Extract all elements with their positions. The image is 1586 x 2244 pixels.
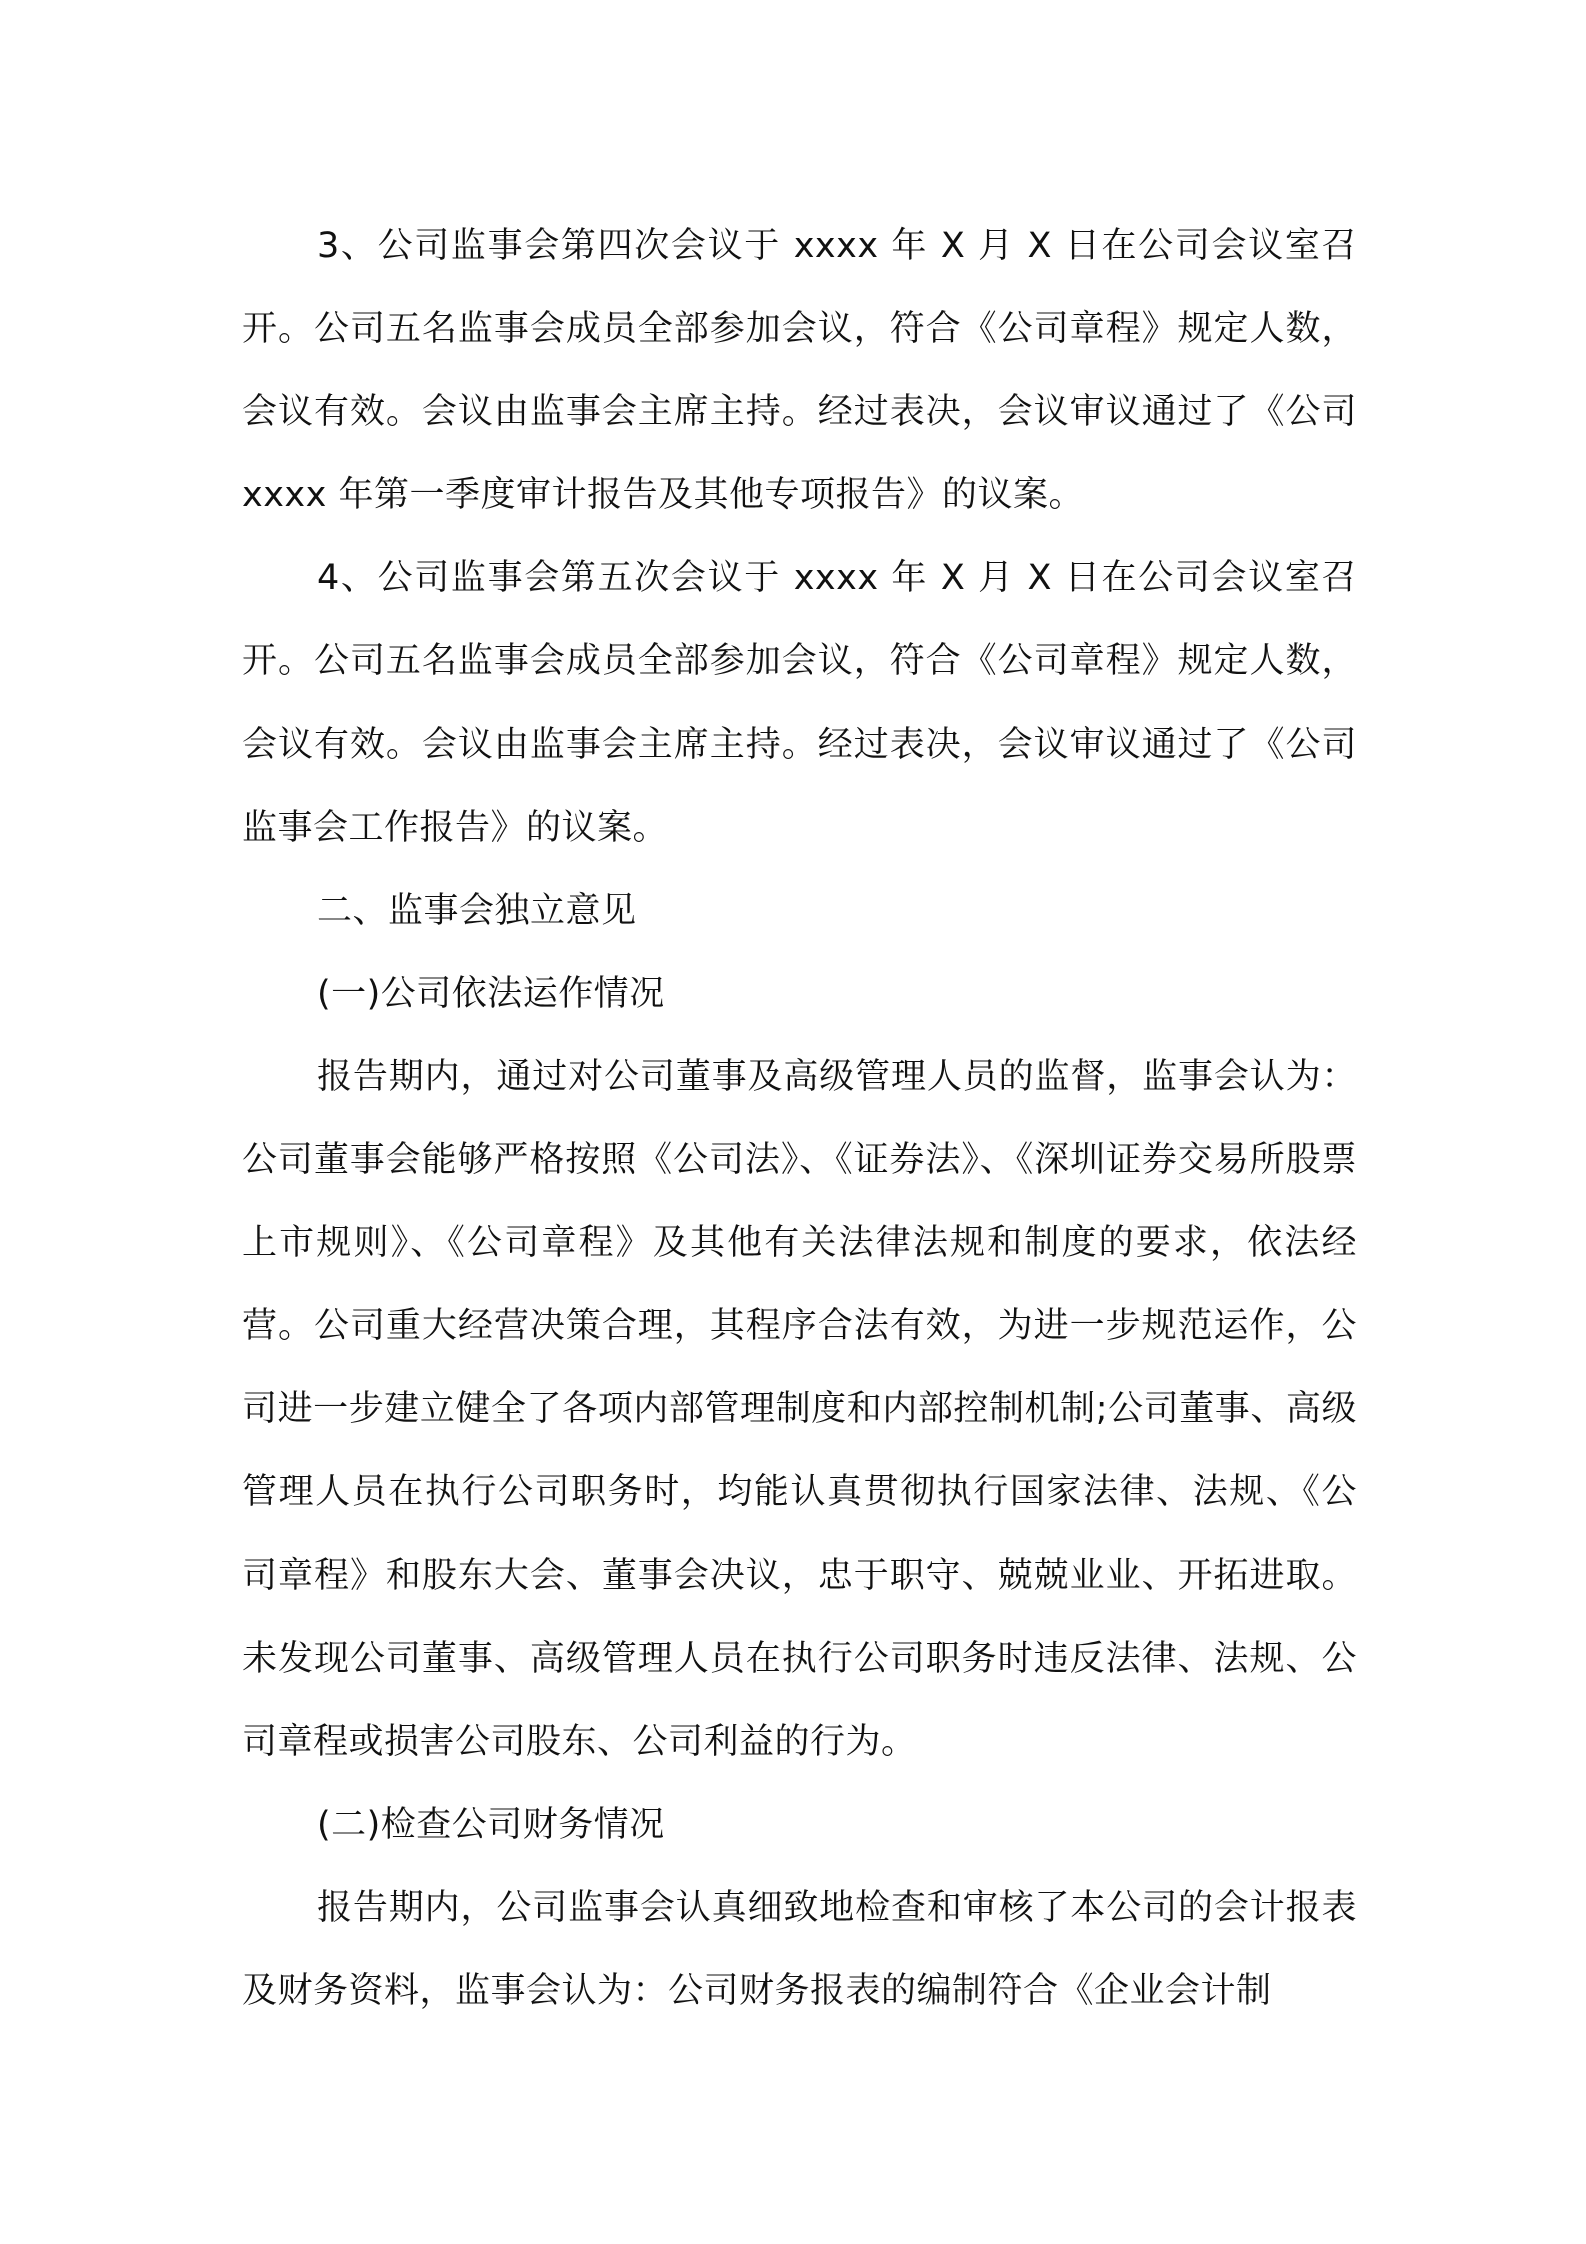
document-body bbox=[242, 205, 1357, 2033]
section-heading-independent-opinion: 二、监事会独立意见 bbox=[317, 890, 637, 931]
paragraph-legal-operation: 报告期内，通过对公司董事及高级管理人员的监督，监事会认为：公司董事会能够严格按照《公司法》、《证券法》、《深圳证券交易所股票上市规则》、《公司章程》及其他有关法律法规和制度的要求，依法经营。公司重大经营决策合理，其程序合法有效，为进一步规范运作，公司进一步建立健全了各项内部管理制度和内部控制机制;公司董事、高级管理人员在执行公司职务时，均能认真贯彻执行国家法律、法规、《公司章程》和股东大会、董事会决议，忠于职守、兢兢业业、开拓进取。未发现公司董事、高级管理人员在执行公司职务时违反法律、法规、公司章程或损害公司股东、公司利益的行为。 bbox=[242, 1056, 1357, 1762]
paragraph-meeting-5: 4、公司监事会第五次会议于 xxxx 年 X 月 X 日在公司会议室召开。公司五名监事会成员全部参加会议，符合《公司章程》规定人数，会议有效。会议由监事会主席主持。经过表决，会议审议通过了《公司监事会工作报告》的议案。 bbox=[242, 558, 1357, 848]
subsection-heading-legal-operation: (一)公司依法运作情况 bbox=[317, 973, 665, 1014]
paragraph-financial-check: 报告期内，公司监事会认真细致地检查和审核了本公司的会计报表及财务资料，监事会认为：公司财务报表的编制符合《企业会计制 bbox=[242, 1887, 1357, 2011]
subsection-heading-financial-check: (二)检查公司财务情况 bbox=[317, 1804, 665, 1845]
paragraph-meeting-4: 3、公司监事会第四次会议于 xxxx 年 X 月 X 日在公司会议室召开。公司五名监事会成员全部参加会议，符合《公司章程》规定人数，会议有效。会议由监事会主席主持。经过表决，会议审议通过了《公司 xxxx 年第一季度审计报告及其他专项报告》的议案。 bbox=[242, 226, 1357, 516]
